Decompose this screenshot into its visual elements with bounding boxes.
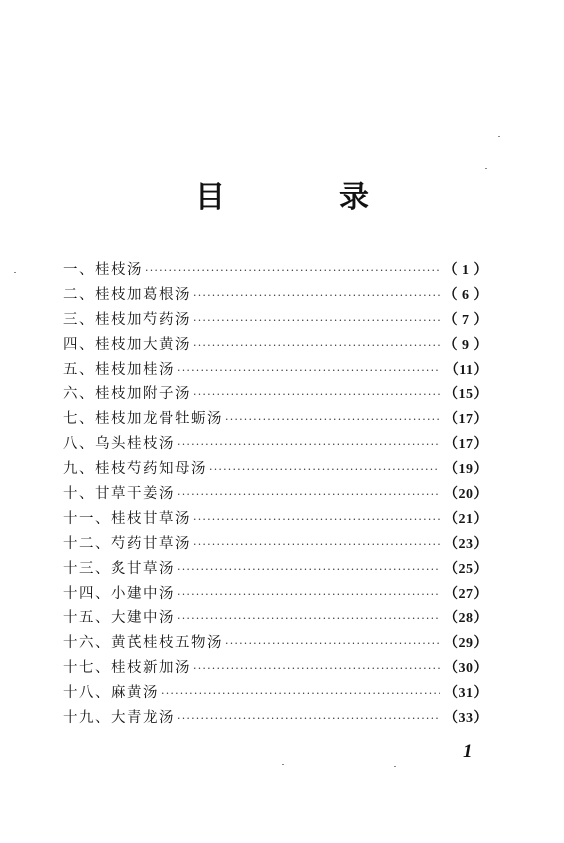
- scan-speck: [282, 764, 284, 765]
- toc-entry-1: [63, 258, 488, 283]
- toc-entry-label: 十七、桂枝新加汤: [63, 660, 191, 677]
- toc-entry-page: （17）: [444, 437, 488, 453]
- toc-entry-label: 八、乌头桂枝汤: [63, 436, 175, 453]
- toc-entry-5: [63, 358, 488, 383]
- toc-entry-9: [63, 457, 488, 482]
- toc-leader-dots: [145, 259, 440, 284]
- toc-leader-dots: [225, 632, 440, 657]
- toc-entry-label: 七、桂枝加龙骨牡蛎汤: [63, 411, 223, 428]
- toc-entry-page: （ 9 ）: [443, 337, 488, 353]
- toc-leader-dots: [193, 334, 440, 359]
- toc-leader-dots: [193, 309, 440, 334]
- toc-entry-label: 十四、小建中汤: [63, 585, 175, 602]
- page-title: 目 录: [195, 180, 411, 215]
- toc-entry-11: [63, 507, 488, 532]
- scan-speck: [498, 136, 500, 137]
- toc-entry-label: 十六、黄芪桂枝五物汤: [63, 635, 223, 652]
- toc-entry-7: [63, 407, 488, 432]
- toc-leader-dots: [193, 508, 440, 533]
- page-number: 1: [463, 741, 473, 762]
- toc-leader-dots: [177, 583, 440, 608]
- toc-entry-label: 十二、芍药甘草汤: [63, 535, 191, 552]
- toc-entry-label: 十三、炙甘草汤: [63, 560, 175, 577]
- toc-leader-dots: [225, 408, 440, 433]
- toc-entry-label: 十一、桂枝甘草汤: [63, 510, 191, 527]
- toc-entry-page: （ 1 ）: [443, 263, 488, 278]
- toc-entry-page: （17）: [444, 412, 488, 428]
- toc-entry-16: [63, 631, 488, 656]
- toc-entry-label: 二、桂枝加葛根汤: [63, 286, 191, 303]
- toc-entry-page: （27）: [444, 586, 488, 602]
- toc-entry-page: （15）: [444, 387, 488, 403]
- toc-entry-15: [63, 606, 488, 631]
- toc-entry-page: （23）: [444, 536, 488, 552]
- toc-entry-page: （31）: [444, 686, 488, 702]
- toc-entry-page: （29）: [444, 636, 488, 652]
- toc-entry-page: （21）: [444, 511, 488, 527]
- toc-leader-dots: [193, 657, 440, 682]
- toc-entry-label: 十、甘草干姜汤: [63, 486, 175, 503]
- toc-entry-label: 九、桂枝芍药知母汤: [63, 461, 207, 478]
- toc-leader-dots: [177, 433, 440, 458]
- toc-entry-page: （33）: [444, 711, 488, 727]
- toc-entry-page: （30）: [444, 661, 488, 677]
- scan-speck: [485, 168, 487, 169]
- toc-leader-dots: [177, 359, 441, 384]
- toc-entry-13: [63, 557, 488, 582]
- toc-entry-label: 三、桂枝加芍药汤: [63, 311, 191, 328]
- toc-entry-page: （19）: [444, 462, 488, 478]
- toc-leader-dots: [177, 483, 440, 508]
- toc-entry-14: [63, 582, 488, 607]
- toc-entry-page: （25）: [444, 561, 488, 577]
- toc-entry-17: [63, 656, 488, 681]
- toc-entry-8: [63, 432, 488, 457]
- toc-entry-4: [63, 333, 488, 358]
- toc-entry-18: [63, 681, 488, 706]
- toc-entry-3: [63, 308, 488, 333]
- toc-leader-dots: [161, 682, 440, 707]
- toc-leader-dots: [209, 458, 440, 483]
- toc-leader-dots: [193, 383, 440, 408]
- toc-entry-label: 一、桂枝汤: [63, 262, 143, 278]
- toc-entry-page: （ 6 ）: [443, 287, 488, 303]
- toc-entry-10: [63, 482, 488, 507]
- toc-entry-19: [63, 706, 488, 731]
- toc-leader-dots: [177, 707, 440, 732]
- toc-entry-page: （11）: [444, 362, 488, 378]
- table-of-contents: [63, 258, 488, 731]
- scan-speck: [394, 766, 396, 767]
- toc-entry-label: 十五、大建中汤: [63, 610, 175, 627]
- toc-entry-12: [63, 532, 488, 557]
- toc-leader-dots: [177, 607, 440, 632]
- toc-entry-2: [63, 283, 488, 308]
- toc-entry-label: 五、桂枝加桂汤: [63, 361, 175, 378]
- toc-entry-page: （28）: [444, 611, 488, 627]
- toc-entry-label: 十九、大青龙汤: [63, 710, 175, 727]
- scan-speck: [14, 272, 16, 273]
- toc-entry-label: 四、桂枝加大黄汤: [63, 336, 191, 353]
- toc-entry-label: 六、桂枝加附子汤: [63, 386, 191, 403]
- toc-leader-dots: [193, 533, 440, 558]
- toc-leader-dots: [177, 558, 440, 583]
- toc-entry-page: （ 7 ）: [443, 312, 488, 328]
- toc-entry-page: （20）: [444, 487, 488, 503]
- toc-entry-label: 十八、麻黄汤: [63, 685, 159, 702]
- toc-leader-dots: [193, 284, 440, 309]
- toc-entry-6: [63, 382, 488, 407]
